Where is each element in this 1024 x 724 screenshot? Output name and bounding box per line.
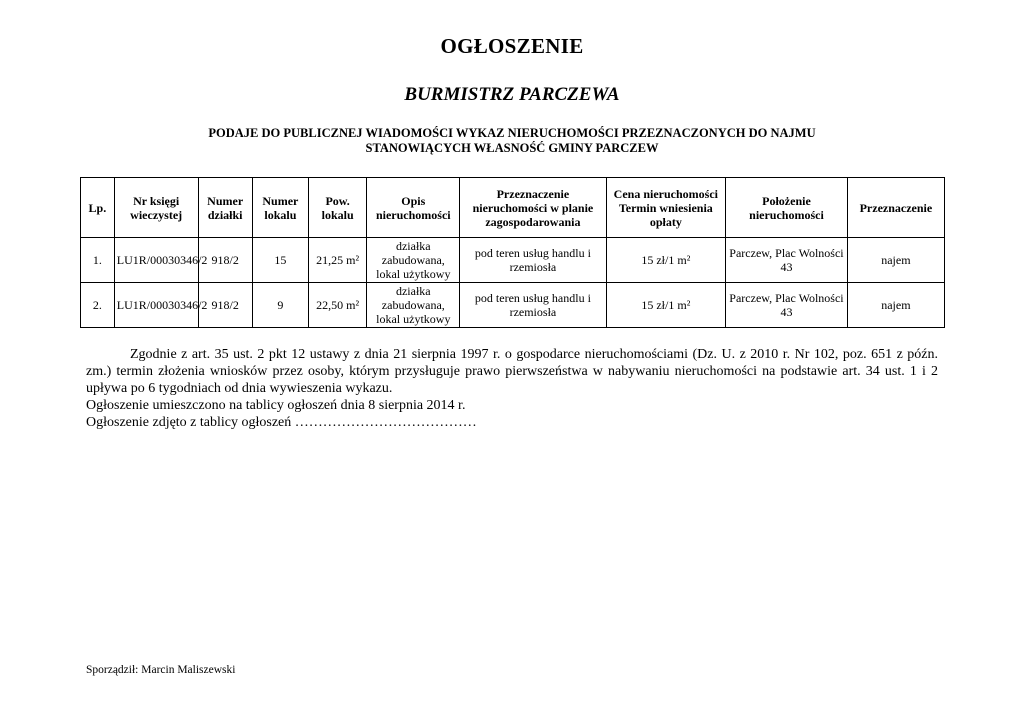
cell-dzialka: 918/2 <box>198 283 252 328</box>
prepared-by: Sporządził: Marcin Maliszewski <box>86 664 236 676</box>
col-header-polozenie: Położenie nieruchomości <box>726 178 848 238</box>
posted-date-line: Ogłoszenie umieszczono na tablicy ogłoszeń dnia 8 sierpnia 2014 r. <box>86 398 466 413</box>
cell-polozenie: Parczew, Plac Wolności 43 <box>726 283 848 328</box>
cell-lp: 1. <box>81 238 115 283</box>
notice-body <box>86 346 938 431</box>
cell-lokal: 9 <box>252 283 308 328</box>
notice-heading <box>0 126 1024 156</box>
cell-plan: pod teren usług handlu i rzemiosła <box>460 283 606 328</box>
cell-dzialka: 918/2 <box>198 238 252 283</box>
cell-opis: działka zabudowana, lokal użytkowy <box>367 238 460 283</box>
cell-pow: 21,25 m² <box>309 238 367 283</box>
document-title: OGŁOSZENIE <box>440 34 584 58</box>
issuer-title: BURMISTRZ PARCZEWA <box>404 84 620 105</box>
cell-plan: pod teren usług handlu i rzemiosła <box>460 238 606 283</box>
notice-heading-line-2: STANOWIĄCYCH WŁASNOŚĆ GMINY PARCZEW <box>365 141 659 155</box>
col-header-pow: Pow. lokalu <box>309 178 367 238</box>
col-header-plan: Przeznaczenie nieruchomości w planie zagospodarowania <box>460 178 606 238</box>
property-table <box>80 177 945 328</box>
col-header-cena: Cena nieruchomości Termin wniesienia opłaty <box>606 178 726 238</box>
col-header-kw: Nr księgi wieczystej <box>114 178 198 238</box>
col-header-opis: Opis nieruchomości <box>367 178 460 238</box>
col-header-przeznaczenie: Przeznaczenie <box>847 178 944 238</box>
table-row <box>81 283 945 328</box>
cell-kw: LU1R/00030346/2 <box>114 238 198 283</box>
col-header-dzialka: Numer działki <box>198 178 252 238</box>
table-row <box>81 238 945 283</box>
cell-przeznaczenie: najem <box>847 283 944 328</box>
cell-kw: LU1R/00030346/2 <box>114 283 198 328</box>
col-header-lokal: Numer lokalu <box>252 178 308 238</box>
cell-lokal: 15 <box>252 238 308 283</box>
removed-date-line: Ogłoszenie zdjęto z tablicy ogłoszeń ………………………………… <box>86 415 477 430</box>
cell-lp: 2. <box>81 283 115 328</box>
cell-cena: 15 zł/1 m² <box>606 283 726 328</box>
cell-pow: 22,50 m² <box>309 283 367 328</box>
notice-heading-line-1: PODAJE DO PUBLICZNEJ WIADOMOŚCI WYKAZ NIERUCHOMOŚCI PRZEZNACZONYCH DO NAJMU <box>208 126 816 140</box>
cell-polozenie: Parczew, Plac Wolności 43 <box>726 238 848 283</box>
cell-opis: działka zabudowana, lokal użytkowy <box>367 283 460 328</box>
col-header-lp: Lp. <box>81 178 115 238</box>
cell-przeznaczenie: najem <box>847 238 944 283</box>
cell-cena: 15 zł/1 m² <box>606 238 726 283</box>
legal-basis-paragraph: Zgodnie z art. 35 ust. 2 pkt 12 ustawy z dnia 21 sierpnia 1997 r. o gospodarce nieruchomościami (Dz. U. z 2010 r. Nr 102, poz. 651 z późn. zm.) termin złożenia wniosków przez osoby, którym przysługuje prawo pierwszeństwa w nabywaniu nieruchomości na podstawie art. 34 ust. 1 i 2 upływa po 6 tygodniach od dnia wywieszenia wykazu. <box>86 347 938 396</box>
table-header-row <box>81 178 945 238</box>
